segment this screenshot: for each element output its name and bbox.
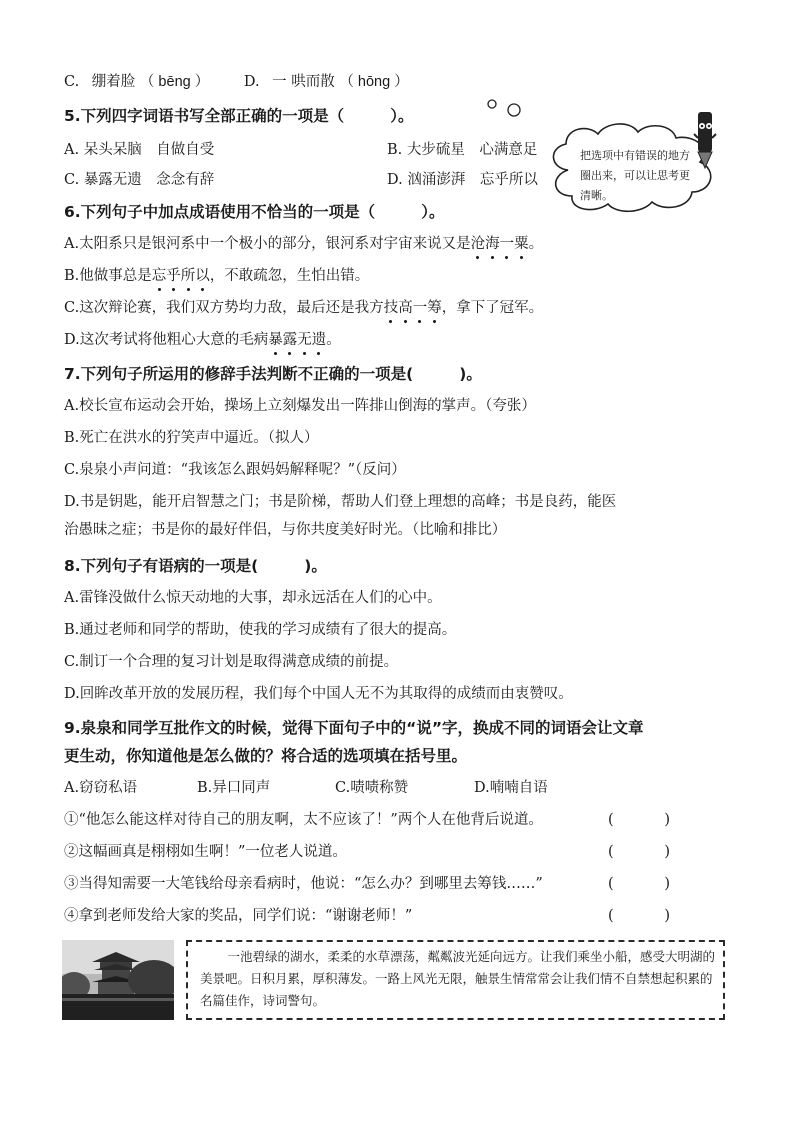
option-b: B. 大步硫星 心满意足: [387, 142, 538, 158]
option-c: C. 暴露无遗 念念有辞: [64, 172, 215, 188]
question-text: 6.下列句子中加点成语使用不恰当的一项是（: [64, 203, 376, 221]
q5-stem: [64, 106, 413, 126]
tip-text: 把选项中有错误的地方圈出来，可以让思考更清晰。: [580, 149, 690, 202]
option-letter: C.: [64, 74, 80, 90]
option-pinyin: （ bēng ）: [139, 74, 210, 90]
question-text-end: ）。: [421, 203, 445, 221]
emphasis-dot-char: 乎: [166, 268, 181, 284]
option-word: 一 哄而散: [272, 74, 335, 90]
emphasis-dot-char: 遗: [311, 332, 327, 348]
q7-option-d-cont: 治愚昧之症；书是你的最好伴侣，与你共度美好时光。（比喻和排比）: [64, 522, 507, 538]
answer-paren[interactable]: ( ): [608, 876, 671, 892]
choice-a: A.窃窃私语: [64, 780, 138, 796]
option-letter: D.: [243, 74, 260, 90]
q8-option-d: D.回眸改革开放的发展历程，我们每个中国人无不为其取得的成绩而由衷赞叹。: [64, 686, 573, 702]
dotted-idiom: [384, 300, 442, 316]
option-a: A. 呆头呆脑 自做自受: [64, 142, 215, 158]
emphasis-dot-char: 所: [180, 268, 196, 284]
q5-options-row-1: [64, 140, 538, 160]
option-word: 绷着脸: [91, 74, 136, 90]
q9-item-4: ④拿到老师发给大家的奖品，同学们说：“谢谢老师！” ( ): [64, 908, 671, 924]
q9-item-1: ①“他怎么能这样对待自己的朋友啊，太不应该了！”两个人在他背后说道。 ( ): [64, 812, 671, 828]
question-text: 8.下列句子有语病的一项是(: [64, 557, 259, 575]
question-text: 5.下列四字词语书写全部正确的一项是（: [64, 107, 345, 125]
q8-option-c: C.制订一个合理的复习计划是取得满意成绩的前提。: [64, 654, 399, 670]
dotted-idiom: [471, 236, 529, 252]
q7-option-d: D.书是钥匙，能开启智慧之门；书是阶梯，帮助人们登上理想的高峰；书是良药，能医: [64, 494, 617, 510]
answer-paren[interactable]: ( ): [608, 908, 671, 924]
q6-stem: [64, 202, 444, 222]
emphasis-dot-char: 暴: [268, 332, 283, 348]
choice-b: B.异口同声: [197, 780, 271, 796]
q8-stem: [64, 556, 327, 576]
q7-stem: [64, 364, 482, 384]
q6-option-c: C.这次辩论赛，我们双方势均力敌，最后还是我方技高一筹，拿下了冠军。: [64, 300, 544, 316]
emphasis-dot-char: 筹: [427, 300, 442, 316]
question-text: 7.下列句子所运用的修辞手法判断不正确的一项是(: [64, 365, 414, 383]
emphasis-dot-char: 粟: [514, 236, 529, 252]
q9-stem-line-2: 更生动，你知道他是怎么做的？将合适的选项填在括号里。: [64, 747, 468, 765]
dotted-idiom: [268, 332, 326, 348]
emphasis-dot-char: 一: [412, 300, 428, 316]
option-d: D. 汹涌澎湃 忘乎所以: [387, 172, 538, 188]
q8-option-b: B.通过老师和同学的帮助，使我的学习成绩有了很大的提高。: [64, 622, 457, 638]
emphasis-dot-char: 忘: [151, 268, 167, 284]
lake-pavilion-photo: [62, 940, 174, 1020]
q9-item-2: ②这幅画真是栩栩如生啊！”一位老人说道。 ( ): [64, 844, 671, 860]
choice-c: C.啧啧称赞: [335, 780, 409, 796]
emphasis-dot-char: 无: [297, 332, 312, 348]
option-pinyin: （ hōng ）: [339, 74, 409, 90]
q6-option-d: D.这次考试将他粗心大意的毛病暴露无遗。: [64, 332, 341, 348]
question-text-end: )。: [459, 365, 482, 383]
answer-paren[interactable]: ( ): [608, 812, 671, 828]
thought-bubble-dots-icon: [486, 96, 536, 126]
q9-item-3: ③当得知需要一大笔钱给母亲看病时，他说：“怎么办？到哪里去筹钱……” ( ): [64, 876, 671, 892]
question-text-end: ）。: [390, 107, 414, 125]
dotted-idiom: [152, 268, 210, 284]
info-text: 一池碧绿的湖水，柔柔的水草漂荡，粼粼波光延向远方。让我们乘坐小船，感受大明湖的美景吧。日积月累，厚积薄发。一路上风光无限，触景生情常常会让我们情不自禁想起积累的名篇佳作，诗词警句。: [200, 949, 716, 1008]
choice-d: D.喃喃自语: [474, 780, 548, 796]
emphasis-dot-char: 技: [383, 300, 399, 316]
pencil-mascot-icon: [690, 108, 720, 172]
emphasis-dot-char: 一: [499, 236, 515, 252]
q6-option-a: A.太阳系只是银河系中一个极小的部分，银河系对宇宙来说又是沧海一粟。: [64, 236, 544, 252]
emphasis-dot-char: 高: [398, 300, 413, 316]
q6-option-b: B.他做事总是忘乎所以，不敢疏忽，生怕出错。: [64, 268, 370, 284]
q4-options-row: [64, 72, 409, 92]
q7-option-b: B.死亡在洪水的狞笑声中逼近。（拟人）: [64, 430, 319, 446]
q7-option-c: C.泉泉小声问道：“我该怎么跟妈妈解释呢？”（反问）: [64, 462, 406, 478]
emphasis-dot-char: 海: [485, 236, 500, 252]
q9-stem-line-1: 9.泉泉和同学互批作文的时候，觉得下面句子中的“说”字，换成不同的词语会让文章: [64, 719, 644, 737]
q5-options-row-2: [64, 170, 538, 190]
emphasis-dot-char: 露: [282, 332, 298, 348]
emphasis-dot-char: 沧: [470, 236, 486, 252]
question-text-end: )。: [304, 557, 327, 575]
answer-paren[interactable]: ( ): [608, 844, 671, 860]
q8-option-a: A.雷锋没做什么惊天动地的大事，却永远活在人们的心中。: [64, 590, 442, 606]
emphasis-dot-char: 以: [195, 268, 210, 284]
q7-option-a: A.校长宣布运动会开始，操场上立刻爆发出一阵排山倒海的掌声。（夸张）: [64, 398, 536, 414]
